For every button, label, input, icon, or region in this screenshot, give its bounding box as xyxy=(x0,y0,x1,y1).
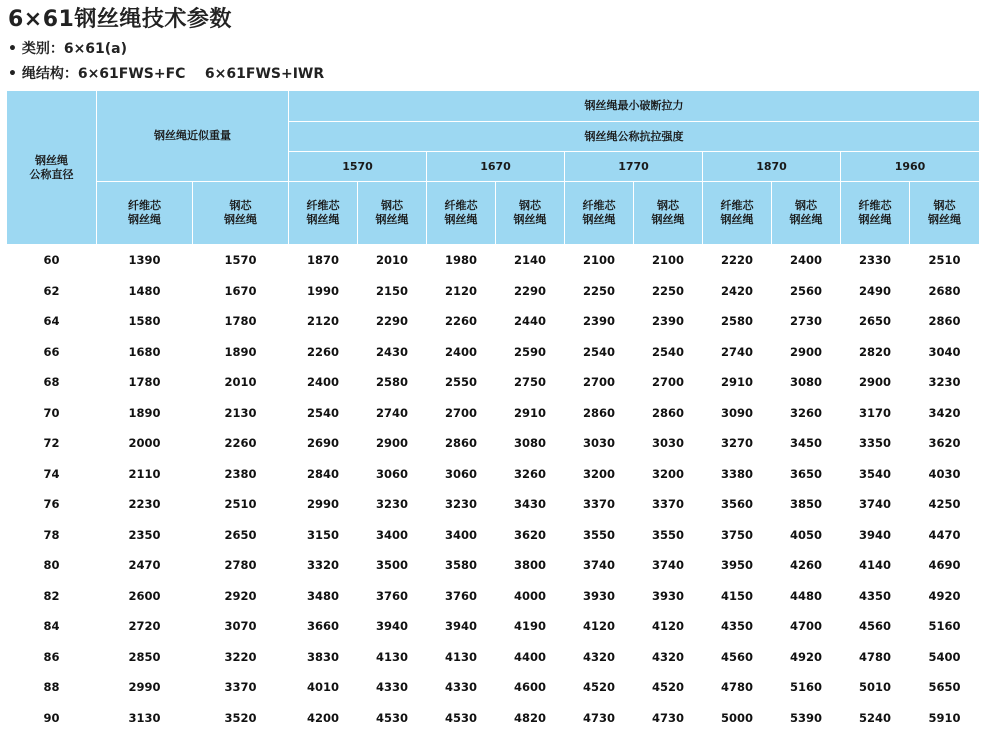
value-cell: 3130 xyxy=(97,703,193,733)
value-cell: 4050 xyxy=(772,520,841,551)
table-row xyxy=(7,611,980,642)
diameter-cell: 64 xyxy=(7,306,97,337)
diameter-cell: 60 xyxy=(7,245,97,276)
value-cell: 3320 xyxy=(289,550,358,581)
value-cell: 1780 xyxy=(97,367,193,398)
value-cell: 1870 xyxy=(289,245,358,276)
header-breaking-force-text: 钢丝绳最小破断拉力 xyxy=(585,99,684,112)
grade-label: 1960 xyxy=(895,160,926,173)
value-cell: 2120 xyxy=(427,276,496,307)
value-cell: 3070 xyxy=(193,611,289,642)
value-cell: 2490 xyxy=(841,276,910,307)
value-cell: 3560 xyxy=(703,489,772,520)
subheader-steel-core-text: 钢芯 钢丝绳 xyxy=(652,199,685,226)
value-cell: 4820 xyxy=(496,703,565,733)
subheader-steel-core-text: 钢芯 钢丝绳 xyxy=(790,199,823,226)
diameter-cell: 74 xyxy=(7,459,97,490)
value-cell: 3040 xyxy=(910,337,980,368)
value-cell: 2260 xyxy=(193,428,289,459)
value-cell: 2550 xyxy=(427,367,496,398)
value-cell: 3260 xyxy=(772,398,841,429)
value-cell: 3800 xyxy=(496,550,565,581)
value-cell: 2380 xyxy=(193,459,289,490)
table-row xyxy=(7,306,980,337)
subheader-fiber-core-text: 纤维芯 钢丝绳 xyxy=(445,199,478,226)
value-cell: 3940 xyxy=(841,520,910,551)
value-cell: 2690 xyxy=(289,428,358,459)
value-cell: 2290 xyxy=(358,306,427,337)
table-row xyxy=(7,337,980,368)
value-cell: 3940 xyxy=(427,611,496,642)
diameter-cell: 90 xyxy=(7,703,97,733)
header-weight-text: 钢丝绳近似重量 xyxy=(154,129,231,142)
value-cell: 1890 xyxy=(193,337,289,368)
value-cell: 4520 xyxy=(634,672,703,703)
value-cell: 3150 xyxy=(289,520,358,551)
value-cell: 4120 xyxy=(565,611,634,642)
category-line: • 类别：6×61(a) xyxy=(8,38,127,58)
value-cell: 3480 xyxy=(289,581,358,612)
value-cell: 4260 xyxy=(772,550,841,581)
subheader-steel-core xyxy=(193,182,289,245)
value-cell: 2860 xyxy=(565,398,634,429)
value-cell: 4920 xyxy=(772,642,841,673)
value-cell: 2540 xyxy=(289,398,358,429)
value-cell: 2350 xyxy=(97,520,193,551)
diameter-cell: 80 xyxy=(7,550,97,581)
value-cell: 4600 xyxy=(496,672,565,703)
grade-label: 1570 xyxy=(342,160,373,173)
diameter-cell: 88 xyxy=(7,672,97,703)
value-cell: 4130 xyxy=(358,642,427,673)
page-title: 6×61钢丝绳技术参数 xyxy=(8,2,232,33)
value-cell: 3370 xyxy=(193,672,289,703)
value-cell: 3260 xyxy=(496,459,565,490)
value-cell: 4560 xyxy=(703,642,772,673)
value-cell: 2250 xyxy=(634,276,703,307)
subheader-fiber-core xyxy=(703,182,772,245)
value-cell: 1980 xyxy=(427,245,496,276)
value-cell: 2720 xyxy=(97,611,193,642)
value-cell: 2260 xyxy=(427,306,496,337)
value-cell: 5000 xyxy=(703,703,772,733)
subheader-fiber-core xyxy=(289,182,358,245)
value-cell: 2740 xyxy=(703,337,772,368)
value-cell: 3170 xyxy=(841,398,910,429)
value-cell: 2540 xyxy=(565,337,634,368)
subheader-steel-core-text: 钢芯 钢丝绳 xyxy=(224,199,257,226)
subheader-steel-core xyxy=(772,182,841,245)
value-cell: 2010 xyxy=(358,245,427,276)
value-cell: 4700 xyxy=(772,611,841,642)
value-cell: 4730 xyxy=(565,703,634,733)
value-cell: 4780 xyxy=(841,642,910,673)
value-cell: 5010 xyxy=(841,672,910,703)
header-diameter-text: 钢丝绳 公称直径 xyxy=(30,154,74,181)
value-cell: 3580 xyxy=(427,550,496,581)
value-cell: 4320 xyxy=(634,642,703,673)
value-cell: 2650 xyxy=(193,520,289,551)
value-cell: 3750 xyxy=(703,520,772,551)
value-cell: 2010 xyxy=(193,367,289,398)
diameter-cell: 68 xyxy=(7,367,97,398)
value-cell: 3030 xyxy=(634,428,703,459)
value-cell: 3430 xyxy=(496,489,565,520)
diameter-cell: 62 xyxy=(7,276,97,307)
value-cell: 1570 xyxy=(193,245,289,276)
value-cell: 2700 xyxy=(634,367,703,398)
header-weight xyxy=(97,91,289,182)
subheader-row xyxy=(7,182,980,245)
value-cell: 4730 xyxy=(634,703,703,733)
value-cell: 2990 xyxy=(97,672,193,703)
value-cell: 3740 xyxy=(565,550,634,581)
value-cell: 2900 xyxy=(358,428,427,459)
value-cell: 2540 xyxy=(634,337,703,368)
value-cell: 1990 xyxy=(289,276,358,307)
value-cell: 4150 xyxy=(703,581,772,612)
value-cell: 2820 xyxy=(841,337,910,368)
grade-header xyxy=(841,152,980,182)
value-cell: 2510 xyxy=(193,489,289,520)
value-cell: 3850 xyxy=(772,489,841,520)
value-cell: 1780 xyxy=(193,306,289,337)
value-cell: 2260 xyxy=(289,337,358,368)
value-cell: 4330 xyxy=(358,672,427,703)
value-cell: 2840 xyxy=(289,459,358,490)
value-cell: 3830 xyxy=(289,642,358,673)
value-cell: 2100 xyxy=(634,245,703,276)
table-row xyxy=(7,703,980,733)
value-cell: 3450 xyxy=(772,428,841,459)
value-cell: 2650 xyxy=(841,306,910,337)
value-cell: 2440 xyxy=(496,306,565,337)
value-cell: 1390 xyxy=(97,245,193,276)
value-cell: 3760 xyxy=(358,581,427,612)
value-cell: 4780 xyxy=(703,672,772,703)
value-cell: 3270 xyxy=(703,428,772,459)
value-cell: 2700 xyxy=(565,367,634,398)
value-cell: 2110 xyxy=(97,459,193,490)
value-cell: 4520 xyxy=(565,672,634,703)
subheader-steel-core xyxy=(496,182,565,245)
value-cell: 3230 xyxy=(358,489,427,520)
value-cell: 5910 xyxy=(910,703,980,733)
value-cell: 3080 xyxy=(496,428,565,459)
value-cell: 3550 xyxy=(634,520,703,551)
value-cell: 3400 xyxy=(427,520,496,551)
value-cell: 4350 xyxy=(703,611,772,642)
value-cell: 3950 xyxy=(703,550,772,581)
diameter-cell: 82 xyxy=(7,581,97,612)
value-cell: 3930 xyxy=(634,581,703,612)
value-cell: 2220 xyxy=(703,245,772,276)
subheader-steel-core-text: 钢芯 钢丝绳 xyxy=(514,199,547,226)
grade-label: 1770 xyxy=(618,160,649,173)
value-cell: 2850 xyxy=(97,642,193,673)
header-diameter xyxy=(7,91,97,245)
value-cell: 3400 xyxy=(358,520,427,551)
value-cell: 3090 xyxy=(703,398,772,429)
value-cell: 1480 xyxy=(97,276,193,307)
value-cell: 2750 xyxy=(496,367,565,398)
value-cell: 2430 xyxy=(358,337,427,368)
table-row xyxy=(7,672,980,703)
table-row xyxy=(7,489,980,520)
value-cell: 3230 xyxy=(910,367,980,398)
subheader-fiber-core xyxy=(97,182,193,245)
value-cell: 2400 xyxy=(772,245,841,276)
grade-label: 1870 xyxy=(756,160,787,173)
value-cell: 5160 xyxy=(910,611,980,642)
value-cell: 4350 xyxy=(841,581,910,612)
value-cell: 3380 xyxy=(703,459,772,490)
value-cell: 2860 xyxy=(634,398,703,429)
subheader-fiber-core xyxy=(841,182,910,245)
value-cell: 3060 xyxy=(358,459,427,490)
table-row xyxy=(7,550,980,581)
grade-label: 1670 xyxy=(480,160,511,173)
table-row xyxy=(7,642,980,673)
value-cell: 4190 xyxy=(496,611,565,642)
value-cell: 3520 xyxy=(193,703,289,733)
value-cell: 2400 xyxy=(427,337,496,368)
subheader-fiber-core-text: 纤维芯 钢丝绳 xyxy=(128,199,161,226)
value-cell: 2920 xyxy=(193,581,289,612)
value-cell: 2400 xyxy=(289,367,358,398)
grade-header xyxy=(703,152,841,182)
value-cell: 2140 xyxy=(496,245,565,276)
value-cell: 5390 xyxy=(772,703,841,733)
value-cell: 3550 xyxy=(565,520,634,551)
value-cell: 1890 xyxy=(97,398,193,429)
value-cell: 3080 xyxy=(772,367,841,398)
grade-header xyxy=(427,152,565,182)
subheader-steel-core-text: 钢芯 钢丝绳 xyxy=(376,199,409,226)
subheader-fiber-core-text: 纤维芯 钢丝绳 xyxy=(583,199,616,226)
subheader-fiber-core-text: 纤维芯 钢丝绳 xyxy=(307,199,340,226)
value-cell: 2100 xyxy=(565,245,634,276)
subheader-steel-core-text: 钢芯 钢丝绳 xyxy=(928,199,961,226)
subheader-fiber-core-text: 纤维芯 钢丝绳 xyxy=(859,199,892,226)
value-cell: 4920 xyxy=(910,581,980,612)
value-cell: 4130 xyxy=(427,642,496,673)
value-cell: 2900 xyxy=(841,367,910,398)
value-cell: 3650 xyxy=(772,459,841,490)
value-cell: 2700 xyxy=(427,398,496,429)
value-cell: 3060 xyxy=(427,459,496,490)
table-body xyxy=(7,245,980,733)
table-row xyxy=(7,398,980,429)
value-cell: 3030 xyxy=(565,428,634,459)
value-cell: 2560 xyxy=(772,276,841,307)
value-cell: 3370 xyxy=(634,489,703,520)
value-cell: 3930 xyxy=(565,581,634,612)
value-cell: 4330 xyxy=(427,672,496,703)
value-cell: 2470 xyxy=(97,550,193,581)
value-cell: 4690 xyxy=(910,550,980,581)
subheader-steel-core xyxy=(910,182,980,245)
value-cell: 3740 xyxy=(634,550,703,581)
value-cell: 3220 xyxy=(193,642,289,673)
value-cell: 4030 xyxy=(910,459,980,490)
value-cell: 2680 xyxy=(910,276,980,307)
diameter-cell: 70 xyxy=(7,398,97,429)
value-cell: 2590 xyxy=(496,337,565,368)
value-cell: 2780 xyxy=(193,550,289,581)
value-cell: 3350 xyxy=(841,428,910,459)
value-cell: 4120 xyxy=(634,611,703,642)
value-cell: 2000 xyxy=(97,428,193,459)
value-cell: 4530 xyxy=(427,703,496,733)
value-cell: 2860 xyxy=(427,428,496,459)
table-row xyxy=(7,581,980,612)
value-cell: 3200 xyxy=(634,459,703,490)
diameter-cell: 76 xyxy=(7,489,97,520)
value-cell: 2990 xyxy=(289,489,358,520)
diameter-cell: 72 xyxy=(7,428,97,459)
value-cell: 2420 xyxy=(703,276,772,307)
value-cell: 1580 xyxy=(97,306,193,337)
header-strength xyxy=(289,122,980,152)
value-cell: 2910 xyxy=(703,367,772,398)
diameter-cell: 86 xyxy=(7,642,97,673)
value-cell: 5400 xyxy=(910,642,980,673)
value-cell: 4200 xyxy=(289,703,358,733)
value-cell: 2900 xyxy=(772,337,841,368)
diameter-cell: 84 xyxy=(7,611,97,642)
value-cell: 4480 xyxy=(772,581,841,612)
table-row xyxy=(7,459,980,490)
value-cell: 4320 xyxy=(565,642,634,673)
table-row xyxy=(7,276,980,307)
value-cell: 2250 xyxy=(565,276,634,307)
value-cell: 3620 xyxy=(910,428,980,459)
value-cell: 3940 xyxy=(358,611,427,642)
value-cell: 2330 xyxy=(841,245,910,276)
subheader-steel-core xyxy=(634,182,703,245)
value-cell: 2120 xyxy=(289,306,358,337)
value-cell: 4400 xyxy=(496,642,565,673)
value-cell: 2150 xyxy=(358,276,427,307)
value-cell: 4470 xyxy=(910,520,980,551)
value-cell: 2130 xyxy=(193,398,289,429)
diameter-cell: 66 xyxy=(7,337,97,368)
value-cell: 2600 xyxy=(97,581,193,612)
value-cell: 3540 xyxy=(841,459,910,490)
subheader-fiber-core xyxy=(427,182,496,245)
value-cell: 5240 xyxy=(841,703,910,733)
value-cell: 2390 xyxy=(634,306,703,337)
value-cell: 2730 xyxy=(772,306,841,337)
value-cell: 3420 xyxy=(910,398,980,429)
diameter-cell: 78 xyxy=(7,520,97,551)
value-cell: 3620 xyxy=(496,520,565,551)
header-breaking-force xyxy=(289,91,980,122)
table-row xyxy=(7,367,980,398)
value-cell: 3500 xyxy=(358,550,427,581)
value-cell: 5160 xyxy=(772,672,841,703)
header-strength-text: 钢丝绳公称抗拉强度 xyxy=(585,130,684,143)
subheader-fiber-core xyxy=(565,182,634,245)
value-cell: 2860 xyxy=(910,306,980,337)
value-cell: 4250 xyxy=(910,489,980,520)
value-cell: 4010 xyxy=(289,672,358,703)
value-cell: 4140 xyxy=(841,550,910,581)
value-cell: 4560 xyxy=(841,611,910,642)
value-cell: 5650 xyxy=(910,672,980,703)
value-cell: 2910 xyxy=(496,398,565,429)
value-cell: 2580 xyxy=(703,306,772,337)
subheader-fiber-core-text: 纤维芯 钢丝绳 xyxy=(721,199,754,226)
value-cell: 2290 xyxy=(496,276,565,307)
value-cell: 4000 xyxy=(496,581,565,612)
spec-table xyxy=(6,90,980,733)
value-cell: 3200 xyxy=(565,459,634,490)
value-cell: 1680 xyxy=(97,337,193,368)
grade-header xyxy=(565,152,703,182)
value-cell: 3230 xyxy=(427,489,496,520)
subheader-steel-core xyxy=(358,182,427,245)
grade-header xyxy=(289,152,427,182)
value-cell: 2510 xyxy=(910,245,980,276)
table-row xyxy=(7,245,980,276)
value-cell: 2740 xyxy=(358,398,427,429)
value-cell: 3740 xyxy=(841,489,910,520)
table-row xyxy=(7,520,980,551)
value-cell: 2390 xyxy=(565,306,634,337)
value-cell: 4530 xyxy=(358,703,427,733)
value-cell: 2230 xyxy=(97,489,193,520)
structure-line: • 绳结构：6×61FWS+FC 6×61FWS+IWR xyxy=(8,63,324,83)
value-cell: 2580 xyxy=(358,367,427,398)
value-cell: 3660 xyxy=(289,611,358,642)
value-cell: 3760 xyxy=(427,581,496,612)
value-cell: 3370 xyxy=(565,489,634,520)
value-cell: 1670 xyxy=(193,276,289,307)
table-row xyxy=(7,428,980,459)
